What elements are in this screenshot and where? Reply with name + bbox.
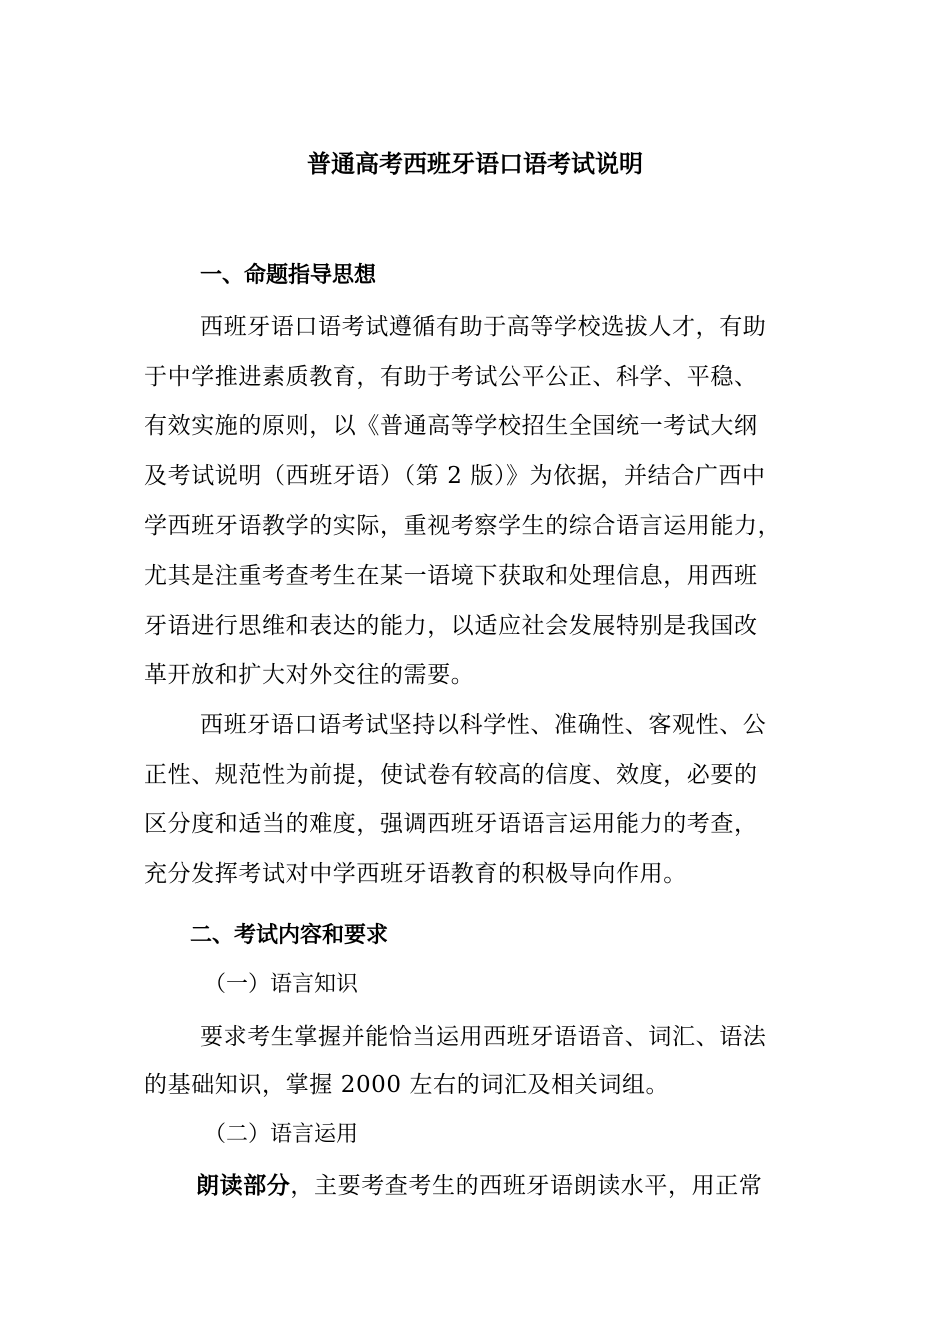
paragraph-line: 的基础知识，掌握 2000 左右的词汇及相关词组。 <box>144 1072 670 1098</box>
paragraph-line: 区分度和适当的难度，强调西班牙语语言运用能力的考查， <box>144 811 758 837</box>
paragraph-line: 于中学推进素质教育，有助于考试公平公正、科学、平稳、 <box>144 364 758 390</box>
subsection-label-2: （二）语言运用 <box>204 1122 359 1147</box>
paragraph-line: 革开放和扩大对外交往的需要。 <box>144 662 475 688</box>
paragraph-line <box>196 1169 886 1203</box>
paragraph-line: 牙语进行思维和表达的能力，以适应社会发展特别是我国改 <box>144 613 758 639</box>
paragraph-line: 学西班牙语教学的实际，重视考察学生的综合语言运用能力， <box>144 513 782 539</box>
section-heading-2: 二、考试内容和要求 <box>190 923 389 948</box>
paragraph-line: 及考试说明（西班牙语）（第 2 版）》为依据，并结合广西中 <box>144 463 766 489</box>
paragraph-line: 西班牙语口语考试坚持以科学性、准确性、客观性、公 <box>200 712 767 738</box>
subsection-label-1: （一）语言知识 <box>204 972 359 997</box>
section-heading-1: 一、命题指导思想 <box>200 263 377 288</box>
page-title: 普通高考西班牙语口语考试说明 <box>307 150 643 178</box>
paragraph-line: 充分发挥考试对中学西班牙语教育的积极导向作用。 <box>144 861 687 887</box>
paragraph-line: 西班牙语口语考试遵循有助于高等学校选拔人才，有助 <box>200 314 767 340</box>
paragraph-line: 要求考生掌握并能恰当运用西班牙语语音、词汇、语法 <box>200 1024 767 1050</box>
bold-lead: 朗读部分 <box>196 1173 291 1199</box>
paragraph-line: 有效实施的原则，以《普通高等学校招生全国统一考试大纲 <box>144 413 758 439</box>
paragraph-line: 正性、规范性为前提，使试卷有较高的信度、效度，必要的 <box>144 762 758 788</box>
paragraph-line: 尤其是注重考查考生在某一语境下获取和处理信息，用西班 <box>144 563 758 589</box>
line-rest: ，主要考查考生的西班牙语朗读水平，用正常 <box>290 1173 763 1199</box>
